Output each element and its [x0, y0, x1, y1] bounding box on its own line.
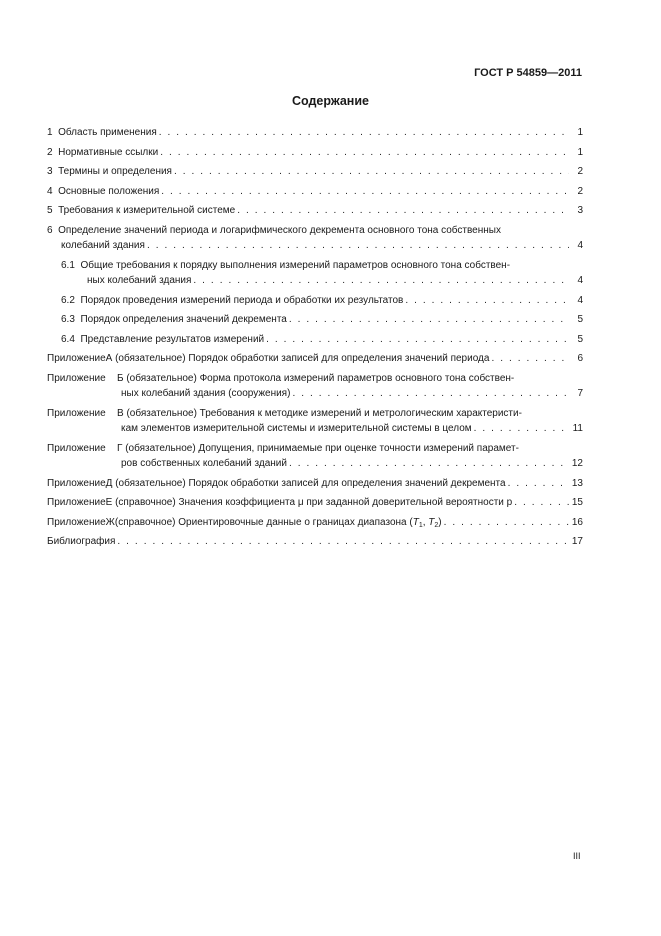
leader-dots	[508, 476, 569, 492]
toc-page: 3	[577, 205, 583, 216]
appendix-label: Приложение	[47, 372, 106, 384]
toc-page: 2	[577, 185, 583, 197]
toc-text: Порядок определения значений декремента	[80, 314, 287, 325]
toc-page: 1	[577, 146, 583, 158]
leader-dots	[289, 456, 569, 472]
toc-number: 4	[47, 185, 53, 197]
toc-text: Г (обязательное) Допущения, принимаемые при оценке точности измерений парамет-	[117, 442, 519, 454]
toc-entry-6[interactable]	[47, 223, 583, 254]
toc-page: 12	[571, 458, 583, 469]
toc-text: Основные положения	[58, 185, 160, 197]
leader-dots	[159, 125, 569, 141]
t1-symbol: T	[412, 516, 419, 528]
appendix-label: Приложение	[47, 442, 106, 454]
toc-number: 6.2	[61, 294, 75, 306]
page-number-roman: III	[573, 851, 581, 861]
toc-number: 6.1	[61, 259, 75, 271]
toc-entry-3[interactable]	[47, 164, 583, 180]
leader-dots	[474, 421, 569, 437]
toc-page: 5	[577, 314, 583, 325]
leader-dots	[292, 386, 569, 402]
toc-text: Б (обязательное) Форма протокола измерений параметров основного тона собствен-	[117, 372, 515, 384]
toc-appendix-g[interactable]	[47, 441, 583, 472]
toc-text: Д (обязательное) Порядок обработки записей для определения значений декремента	[105, 477, 506, 489]
toc-appendix-a[interactable]	[47, 351, 583, 367]
toc-text: В (обязательное) Требования к методике измерений и метрологическим характеристи-	[117, 407, 522, 419]
toc-page: 1	[577, 127, 583, 138]
toc-entry-1[interactable]	[47, 125, 583, 141]
toc-entry-5[interactable]	[47, 203, 583, 219]
toc-page: 7	[577, 388, 583, 399]
leader-dots	[444, 515, 569, 531]
leader-dots	[514, 495, 569, 511]
toc-page: 5	[577, 333, 583, 345]
leader-dots	[160, 145, 569, 161]
toc-entry-6-2[interactable]	[47, 293, 583, 309]
toc-page: 17	[571, 536, 583, 547]
toc-text-continued: колебаний здания	[61, 240, 145, 251]
toc-text: Ж(справочное) Ориентировочные данные о границах диапазона ($T_1$, $T_2$)	[105, 516, 442, 529]
toc-text-continued: ных колебаний здания (сооружения)	[121, 388, 291, 399]
toc-text: Требования к измерительной системе	[58, 205, 236, 216]
appendix-label: Приложение	[47, 353, 106, 364]
appendix-label: Приложение	[47, 497, 106, 508]
toc-page: 15	[571, 497, 583, 508]
leader-dots	[174, 164, 569, 180]
appendix-label: Приложение	[47, 477, 106, 489]
toc-page: 2	[577, 166, 583, 177]
toc-page: 16	[571, 516, 583, 528]
toc-appendix-zh[interactable]	[47, 515, 583, 531]
toc-text: Термины и определения	[58, 166, 172, 177]
toc-number: 3	[47, 166, 53, 177]
leader-dots	[147, 238, 569, 254]
t1-subscript: 1	[418, 521, 423, 529]
toc-number: 5	[47, 205, 53, 216]
page-title: Содержание	[291, 94, 369, 108]
toc-entry-6-1[interactable]	[47, 258, 583, 289]
toc-entry-2[interactable]	[47, 145, 583, 161]
toc-appendix-d[interactable]	[47, 476, 583, 492]
toc-page: 4	[577, 275, 583, 286]
leader-dots	[117, 534, 569, 550]
toc-entry-4[interactable]	[47, 184, 583, 200]
leader-dots	[193, 273, 569, 289]
toc-text: Библиография	[47, 536, 116, 547]
toc-text: Порядок проведения измерений периода и обработки их результатов	[80, 294, 404, 306]
appendix-label: Приложение	[47, 407, 106, 419]
toc-page: 11	[572, 423, 583, 434]
toc-text: Представление результатов измерений	[80, 333, 265, 345]
toc-page: 13	[571, 477, 583, 489]
t2-symbol: T	[428, 516, 435, 528]
leader-dots	[491, 351, 569, 367]
toc-number: 6	[47, 224, 53, 236]
toc-page: 6	[577, 353, 583, 364]
toc-entry-6-3[interactable]	[47, 312, 583, 328]
toc-number: 6.3	[61, 314, 75, 325]
toc-text: Область применения	[58, 127, 157, 138]
toc-page: 4	[577, 294, 583, 306]
leader-dots	[405, 293, 569, 309]
leader-dots	[266, 332, 569, 348]
toc-appendix-v[interactable]	[47, 406, 583, 437]
toc-text: Определение значений периода и логарифмического декремента основного тона собственных	[58, 224, 501, 236]
t2-subscript: 2	[434, 521, 439, 529]
leader-dots	[161, 184, 569, 200]
toc-page: 4	[577, 240, 583, 251]
toc-number: 1	[47, 127, 53, 138]
table-of-contents	[47, 125, 583, 554]
toc-text-continued: ров собственных колебаний зданий	[121, 458, 287, 469]
toc-number: 2	[47, 146, 53, 158]
toc-entry-6-4[interactable]	[47, 332, 583, 348]
toc-appendix-b[interactable]	[47, 371, 583, 402]
toc-text: Нормативные ссылки	[58, 146, 159, 158]
toc-text: Е (справочное) Значения коэффициента μ при заданной доверительной вероятности р	[105, 497, 513, 508]
toc-text: А (обязательное) Порядок обработки записей для определения значений периода	[105, 353, 490, 364]
toc-text-continued: ных колебаний здания	[87, 275, 192, 286]
toc-appendix-e[interactable]	[47, 495, 583, 511]
toc-text: Общие требования к порядку выполнения измерений параметров основного тона собствен-	[80, 259, 511, 271]
toc-number: 6.4	[61, 333, 75, 345]
toc-text-continued: кам элементов измерительной системы и измерительной системы в целом	[121, 423, 472, 434]
leader-dots	[237, 203, 569, 219]
leader-dots	[289, 312, 569, 328]
appendix-label: Приложение	[47, 516, 106, 528]
standard-number: ГОСТ Р 54859—2011	[474, 67, 582, 79]
toc-bibliography[interactable]	[47, 534, 583, 550]
